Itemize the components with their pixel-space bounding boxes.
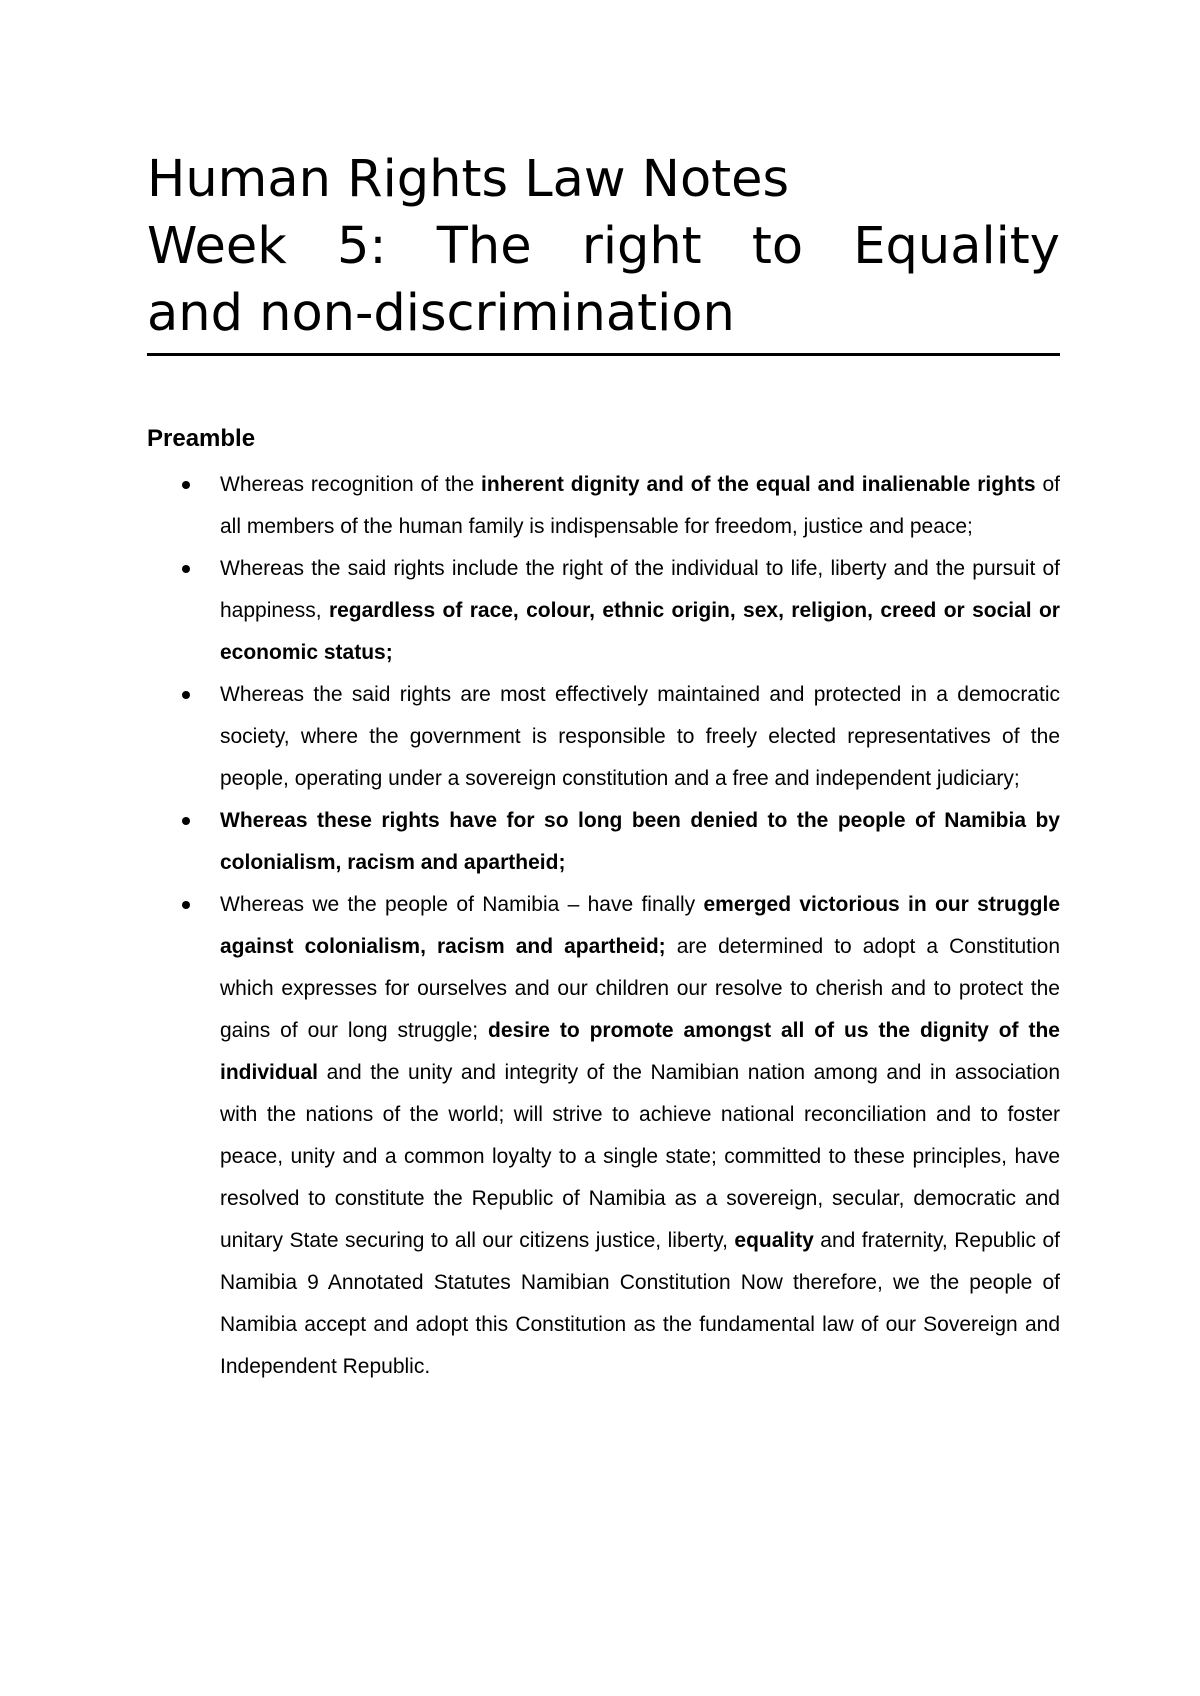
- document-page: [147, 146, 1060, 1388]
- title-line-1: Human Rights Law Notes: [147, 150, 790, 209]
- list-item: [147, 674, 1060, 800]
- preamble-bullet-list: [147, 464, 1060, 1388]
- bullet-text-segment-bold: regardless of race, colour, ethnic origin, sex, religion, creed or social or economic status;: [220, 599, 1060, 664]
- title-line-3: and non-discrimination: [147, 284, 735, 343]
- list-item: [147, 884, 1060, 1388]
- bullet-text-segment: of all members of the human family is indispensable for freedom, justice and peace;: [220, 473, 1060, 538]
- bullet-text-segment: Whereas we the people of Namibia – have finally: [220, 893, 704, 916]
- bullet-icon: [182, 565, 190, 573]
- list-item: [147, 548, 1060, 674]
- bullet-icon: [182, 817, 190, 825]
- bullet-text-segment: are determined to adopt a Constitution which expresses for ourselves and our children our resolve to cherish and to protect the gains of our long struggle;: [220, 935, 1061, 1042]
- bullet-text-segment: Whereas the said rights are most effectively maintained and protected in a democratic society, where the government is responsible to freely elected representatives of the people, operating under a sovereign constitution and a free and independent judiciary;: [220, 683, 1060, 790]
- bullet-text-segment-bold: Whereas these rights have for so long been denied to the people of Namibia by colonialism, racism and apartheid;: [220, 809, 1060, 874]
- list-item: [147, 464, 1060, 548]
- bullet-text-segment: and fraternity, Republic of Namibia 9 Annotated Statutes Namibian Constitution Now therefore, we the people of Namibia accept and adopt this Constitution as the fundamental law of our Sovereign and Independent Republic.: [220, 1229, 1060, 1378]
- bullet-text-segment-bold: equality: [734, 1229, 814, 1252]
- bullet-icon: [182, 481, 190, 489]
- bullet-text-segment-bold: desire to promote amongst all of us the dignity of the individual: [220, 1019, 1060, 1084]
- bullet-text-segment: Whereas the said rights include the right of the individual to life, liberty and the pursuit of happiness,: [220, 557, 1060, 622]
- document-title: [147, 146, 1060, 356]
- bullet-text-segment: and the unity and integrity of the Namibian nation among and in association with the nations of the world; will strive to achieve national reconciliation and to foster peace, unity and a common loyalty to a single state; committed to these principles, have resolved to constitute the Republic of Namibia as a sovereign, secular, democratic and unitary State securing to all our citizens justice, liberty,: [220, 1061, 1060, 1252]
- bullet-text-segment: Whereas recognition of the: [220, 473, 482, 496]
- list-item: [147, 800, 1060, 884]
- bullet-text-segment-bold: emerged victorious in our struggle against colonialism, racism and apartheid;: [220, 893, 1060, 958]
- bullet-icon: [182, 901, 190, 909]
- bullet-text-segment-bold: inherent dignity and of the equal and inalienable rights: [481, 473, 1036, 496]
- bullet-icon: [182, 691, 190, 699]
- section-heading-preamble: Preamble: [147, 425, 256, 452]
- title-line-2: Week 5: The right to Equality: [147, 217, 1060, 276]
